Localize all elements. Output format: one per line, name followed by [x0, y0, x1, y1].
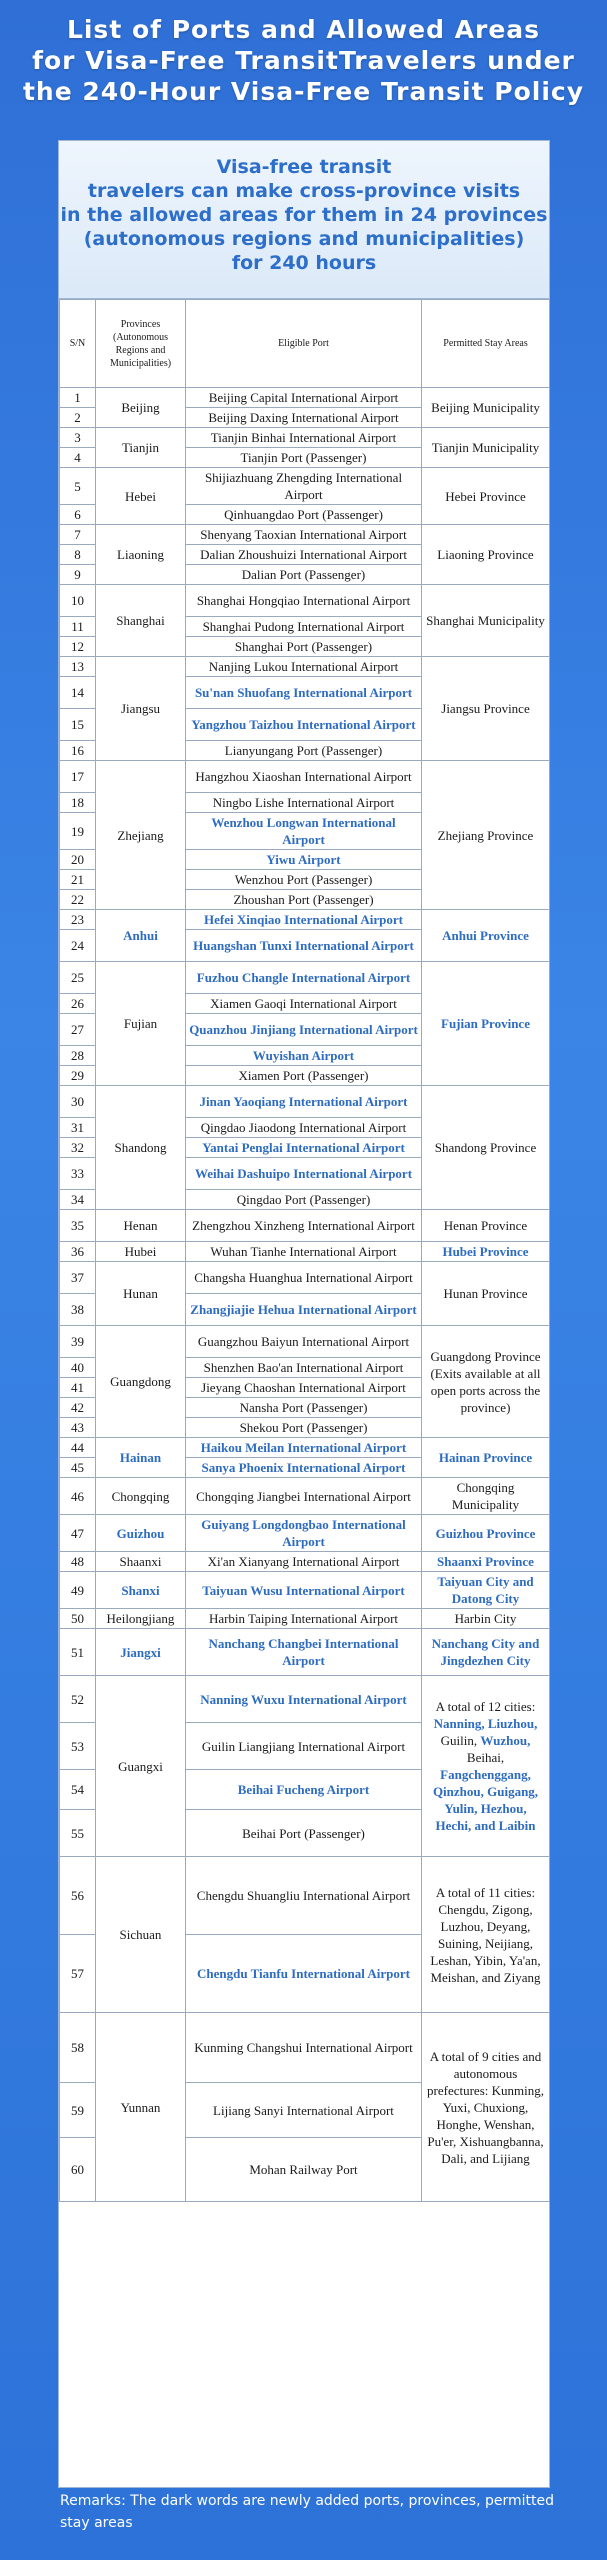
- port-cell: Xiamen Gaoqi International Airport: [186, 994, 422, 1014]
- port-cell: Ningbo Lishe International Airport: [186, 793, 422, 813]
- area-cell: Taiyuan City and Datong City: [422, 1572, 550, 1609]
- area-cell: Liaoning Province: [422, 525, 550, 585]
- table-row: [60, 1857, 550, 1935]
- port-cell: Yantai Penglai International Airport: [186, 1138, 422, 1158]
- sn-cell: 55: [60, 1810, 96, 1857]
- province-cell: Guangxi: [96, 1676, 186, 1857]
- area-text: Wuzhou,: [480, 1733, 531, 1748]
- sn-cell: 14: [60, 677, 96, 709]
- province-cell: Chongqing: [96, 1478, 186, 1515]
- sn-cell: 24: [60, 930, 96, 962]
- sn-cell: 23: [60, 910, 96, 930]
- sn-cell: 59: [60, 2083, 96, 2138]
- port-cell: Wuyishan Airport: [186, 1046, 422, 1066]
- sn-cell: 2: [60, 408, 96, 428]
- area-cell: [422, 1676, 550, 1857]
- table-row: [60, 2013, 550, 2083]
- province-cell: Zhejiang: [96, 761, 186, 910]
- province-cell: Yunnan: [96, 2013, 186, 2202]
- sn-cell: 10: [60, 585, 96, 617]
- title-line: for Visa-Free TransitTravelers under: [32, 46, 575, 75]
- subtitle-line: (autonomous regions and municipalities): [83, 228, 525, 250]
- sn-cell: 25: [60, 962, 96, 994]
- port-cell: Zhoushan Port (Passenger): [186, 890, 422, 910]
- port-cell: Nanchang Changbei International Airport: [186, 1629, 422, 1676]
- area-cell: Anhui Province: [422, 910, 550, 962]
- table-row: [60, 962, 550, 994]
- area-cell: Hainan Province: [422, 1438, 550, 1478]
- remark-note: Remarks: The dark words are newly added ports, provinces, permitted stay areas: [60, 2493, 554, 2531]
- sn-cell: 50: [60, 1609, 96, 1629]
- table-row: [60, 1676, 550, 1723]
- port-cell: Qinhuangdao Port (Passenger): [186, 505, 422, 525]
- table-row: [60, 1515, 550, 1552]
- subtitle-line: Visa-free transit: [216, 156, 392, 178]
- header-port: Eligible Port: [186, 300, 422, 388]
- province-cell: Hainan: [96, 1438, 186, 1478]
- sn-cell: 43: [60, 1418, 96, 1438]
- province-cell: Jiangxi: [96, 1629, 186, 1676]
- port-cell: Dalian Zhoushuizi International Airport: [186, 545, 422, 565]
- sn-cell: 58: [60, 2013, 96, 2083]
- port-cell: Weihai Dashuipo International Airport: [186, 1158, 422, 1190]
- sn-cell: 32: [60, 1138, 96, 1158]
- province-cell: Sichuan: [96, 1857, 186, 2013]
- port-cell: Mohan Railway Port: [186, 2138, 422, 2202]
- port-cell: Beihai Fucheng Airport: [186, 1770, 422, 1810]
- province-cell: Shanghai: [96, 585, 186, 657]
- card-subtitle: [59, 141, 549, 299]
- table-body: [60, 388, 550, 2202]
- province-cell: Guangdong: [96, 1326, 186, 1438]
- table-row: [60, 1629, 550, 1676]
- sn-cell: 52: [60, 1676, 96, 1723]
- sn-cell: 6: [60, 505, 96, 525]
- sn-cell: 18: [60, 793, 96, 813]
- area-cell: Tianjin Municipality: [422, 428, 550, 468]
- province-cell: Shaanxi: [96, 1552, 186, 1572]
- area-cell: Nanchang City and Jingdezhen City: [422, 1629, 550, 1676]
- port-cell: Shijiazhuang Zhengding International Airport: [186, 468, 422, 505]
- sn-cell: 60: [60, 2138, 96, 2202]
- area-cell: Zhejiang Province: [422, 761, 550, 910]
- area-cell: Chongqing Municipality: [422, 1478, 550, 1515]
- area-cell: Fujian Province: [422, 962, 550, 1086]
- sn-cell: 57: [60, 1935, 96, 2013]
- sn-cell: 15: [60, 709, 96, 741]
- area-cell: Jiangsu Province: [422, 657, 550, 761]
- ports-card: [58, 140, 550, 2488]
- table-row: [60, 910, 550, 930]
- table-row: [60, 1478, 550, 1515]
- province-cell: Heilongjiang: [96, 1609, 186, 1629]
- sn-cell: 31: [60, 1118, 96, 1138]
- area-text: Guilin,: [440, 1733, 481, 1748]
- sn-cell: 19: [60, 813, 96, 850]
- port-cell: Shanghai Hongqiao International Airport: [186, 585, 422, 617]
- sn-cell: 1: [60, 388, 96, 408]
- province-cell: Beijing: [96, 388, 186, 428]
- port-cell: Yiwu Airport: [186, 850, 422, 870]
- sn-cell: 3: [60, 428, 96, 448]
- area-cell: Shandong Province: [422, 1086, 550, 1210]
- port-cell: Sanya Phoenix International Airport: [186, 1458, 422, 1478]
- sn-cell: 28: [60, 1046, 96, 1066]
- table-row: [60, 1572, 550, 1609]
- sn-cell: 30: [60, 1086, 96, 1118]
- sn-cell: 4: [60, 448, 96, 468]
- table-row: [60, 1262, 550, 1294]
- sn-cell: 37: [60, 1262, 96, 1294]
- port-cell: Wuhan Tianhe International Airport: [186, 1242, 422, 1262]
- sn-cell: 8: [60, 545, 96, 565]
- port-cell: Zhengzhou Xinzheng International Airport: [186, 1210, 422, 1242]
- area-text: Beihai,: [466, 1750, 505, 1765]
- port-cell: Beijing Capital International Airport: [186, 388, 422, 408]
- province-cell: Hubei: [96, 1242, 186, 1262]
- port-cell: Chengdu Tianfu International Airport: [186, 1935, 422, 2013]
- sn-cell: 49: [60, 1572, 96, 1609]
- port-cell: Zhangjiajie Hehua International Airport: [186, 1294, 422, 1326]
- table-header-row: [60, 300, 550, 388]
- table-row: [60, 388, 550, 408]
- province-cell: Tianjin: [96, 428, 186, 468]
- sn-cell: 46: [60, 1478, 96, 1515]
- port-cell: Beijing Daxing International Airport: [186, 408, 422, 428]
- table-row: [60, 761, 550, 793]
- sn-cell: 26: [60, 994, 96, 1014]
- port-cell: Nanning Wuxu International Airport: [186, 1676, 422, 1723]
- port-cell: Xiamen Port (Passenger): [186, 1066, 422, 1086]
- province-cell: Hebei: [96, 468, 186, 525]
- area-cell: Hunan Province: [422, 1262, 550, 1326]
- port-cell: Shanghai Pudong International Airport: [186, 617, 422, 637]
- province-cell: Jiangsu: [96, 657, 186, 761]
- table-row: [60, 1210, 550, 1242]
- port-cell: Chongqing Jiangbei International Airport: [186, 1478, 422, 1515]
- area-cell: A total of 11 cities: Chengdu, Zigong, Luzhou, Deyang, Suining, Neijiang, Leshan, Yibin, Ya'an, Meishan, and Ziyang: [422, 1857, 550, 2013]
- sn-cell: 54: [60, 1770, 96, 1810]
- ports-table: [59, 299, 550, 2202]
- port-cell: Shanghai Port (Passenger): [186, 637, 422, 657]
- port-cell: Nanjing Lukou International Airport: [186, 657, 422, 677]
- province-cell: Shandong: [96, 1086, 186, 1210]
- table-row: [60, 1552, 550, 1572]
- sn-cell: 27: [60, 1014, 96, 1046]
- sn-cell: 47: [60, 1515, 96, 1552]
- sn-cell: 44: [60, 1438, 96, 1458]
- sn-cell: 29: [60, 1066, 96, 1086]
- sn-cell: 16: [60, 741, 96, 761]
- table-row: [60, 428, 550, 448]
- sn-cell: 36: [60, 1242, 96, 1262]
- table-row: [60, 1242, 550, 1262]
- subtitle-line: for 240 hours: [231, 252, 377, 274]
- sn-cell: 22: [60, 890, 96, 910]
- header-area: Permitted Stay Areas: [422, 300, 550, 388]
- port-cell: Hefei Xinqiao International Airport: [186, 910, 422, 930]
- sn-cell: 34: [60, 1190, 96, 1210]
- sn-cell: 12: [60, 637, 96, 657]
- port-cell: Jinan Yaoqiang International Airport: [186, 1086, 422, 1118]
- province-cell: Henan: [96, 1210, 186, 1242]
- port-cell: Dalian Port (Passenger): [186, 565, 422, 585]
- area-cell: A total of 9 cities and autonomous prefectures: Kunming, Yuxi, Chuxiong, Honghe, Wenshan, Pu'er, Xishuangbanna, Dali, and Lijiang: [422, 2013, 550, 2202]
- sn-cell: 42: [60, 1398, 96, 1418]
- sn-cell: 21: [60, 870, 96, 890]
- sn-cell: 7: [60, 525, 96, 545]
- area-text: A total of 12 cities:: [435, 1699, 536, 1714]
- sn-cell: 41: [60, 1378, 96, 1398]
- table-row: [60, 1086, 550, 1118]
- title-line: List of Ports and Allowed Areas: [66, 15, 541, 44]
- port-cell: Changsha Huanghua International Airport: [186, 1262, 422, 1294]
- province-cell: Hunan: [96, 1262, 186, 1326]
- table-row: [60, 1609, 550, 1629]
- port-cell: Qingdao Jiaodong International Airport: [186, 1118, 422, 1138]
- province-cell: Anhui: [96, 910, 186, 962]
- port-cell: Xi'an Xianyang International Airport: [186, 1552, 422, 1572]
- port-cell: Huangshan Tunxi International Airport: [186, 930, 422, 962]
- sn-cell: 38: [60, 1294, 96, 1326]
- province-cell: Fujian: [96, 962, 186, 1086]
- area-cell: Beijing Municipality: [422, 388, 550, 428]
- port-cell: Lianyungang Port (Passenger): [186, 741, 422, 761]
- port-cell: Shekou Port (Passenger): [186, 1418, 422, 1438]
- province-cell: Shanxi: [96, 1572, 186, 1609]
- sn-cell: 20: [60, 850, 96, 870]
- port-cell: Wenzhou Longwan International Airport: [186, 813, 422, 850]
- sn-cell: 17: [60, 761, 96, 793]
- port-cell: Tianjin Port (Passenger): [186, 448, 422, 468]
- area-cell: Hebei Province: [422, 468, 550, 525]
- area-text: Fangchenggang, Qinzhou, Guigang, Yulin, Hezhou, Hechi, and Laibin: [432, 1767, 539, 1833]
- sn-cell: 33: [60, 1158, 96, 1190]
- port-cell: Su'nan Shuofang International Airport: [186, 677, 422, 709]
- port-cell: Lijiang Sanyi International Airport: [186, 2083, 422, 2138]
- port-cell: Wenzhou Port (Passenger): [186, 870, 422, 890]
- table-row: [60, 657, 550, 677]
- page-title: [0, 14, 607, 107]
- sn-cell: 48: [60, 1552, 96, 1572]
- port-cell: Haikou Meilan International Airport: [186, 1438, 422, 1458]
- sn-cell: 13: [60, 657, 96, 677]
- header-province: Provinces (Autonomous Regions and Municipalities): [96, 300, 186, 388]
- sn-cell: 9: [60, 565, 96, 585]
- sn-cell: 35: [60, 1210, 96, 1242]
- area-cell: Guangdong Province (Exits available at all open ports across the province): [422, 1326, 550, 1438]
- port-cell: Guiyang Longdongbao International Airport: [186, 1515, 422, 1552]
- table-row: [60, 468, 550, 505]
- subtitle-line: travelers can make cross-province visits: [87, 180, 521, 202]
- sn-cell: 40: [60, 1358, 96, 1378]
- port-cell: Fuzhou Changle International Airport: [186, 962, 422, 994]
- table-row: [60, 1438, 550, 1458]
- title-line: the 240-Hour Visa-Free Transit Policy: [22, 77, 585, 106]
- port-cell: Hangzhou Xiaoshan International Airport: [186, 761, 422, 793]
- port-cell: Yangzhou Taizhou International Airport: [186, 709, 422, 741]
- port-cell: Harbin Taiping International Airport: [186, 1609, 422, 1629]
- area-text: Nanning, Liuzhou,: [433, 1716, 538, 1731]
- sn-cell: 11: [60, 617, 96, 637]
- area-cell: Henan Province: [422, 1210, 550, 1242]
- port-cell: Quanzhou Jinjiang International Airport: [186, 1014, 422, 1046]
- port-cell: Qingdao Port (Passenger): [186, 1190, 422, 1210]
- table-row: [60, 525, 550, 545]
- area-cell: Hubei Province: [422, 1242, 550, 1262]
- area-cell: Harbin City: [422, 1609, 550, 1629]
- sn-cell: 39: [60, 1326, 96, 1358]
- port-cell: Beihai Port (Passenger): [186, 1810, 422, 1857]
- sn-cell: 56: [60, 1857, 96, 1935]
- sn-cell: 53: [60, 1723, 96, 1770]
- sn-cell: 5: [60, 468, 96, 505]
- subtitle-line: in the allowed areas for them in 24 provinces: [60, 204, 548, 226]
- port-cell: Tianjin Binhai International Airport: [186, 428, 422, 448]
- province-cell: Liaoning: [96, 525, 186, 585]
- area-cell: Shanghai Municipality: [422, 585, 550, 657]
- port-cell: Shenzhen Bao'an International Airport: [186, 1358, 422, 1378]
- port-cell: Guangzhou Baiyun International Airport: [186, 1326, 422, 1358]
- area-cell: Shaanxi Province: [422, 1552, 550, 1572]
- port-cell: Jieyang Chaoshan International Airport: [186, 1378, 422, 1398]
- port-cell: Guilin Liangjiang International Airport: [186, 1723, 422, 1770]
- header-sn: S/N: [60, 300, 96, 388]
- port-cell: Taiyuan Wusu International Airport: [186, 1572, 422, 1609]
- port-cell: Chengdu Shuangliu International Airport: [186, 1857, 422, 1935]
- port-cell: Shenyang Taoxian International Airport: [186, 525, 422, 545]
- port-cell: Nansha Port (Passenger): [186, 1398, 422, 1418]
- area-cell: Guizhou Province: [422, 1515, 550, 1552]
- sn-cell: 45: [60, 1458, 96, 1478]
- table-row: [60, 1326, 550, 1358]
- sn-cell: 51: [60, 1629, 96, 1676]
- port-cell: Kunming Changshui International Airport: [186, 2013, 422, 2083]
- province-cell: Guizhou: [96, 1515, 186, 1552]
- table-row: [60, 585, 550, 617]
